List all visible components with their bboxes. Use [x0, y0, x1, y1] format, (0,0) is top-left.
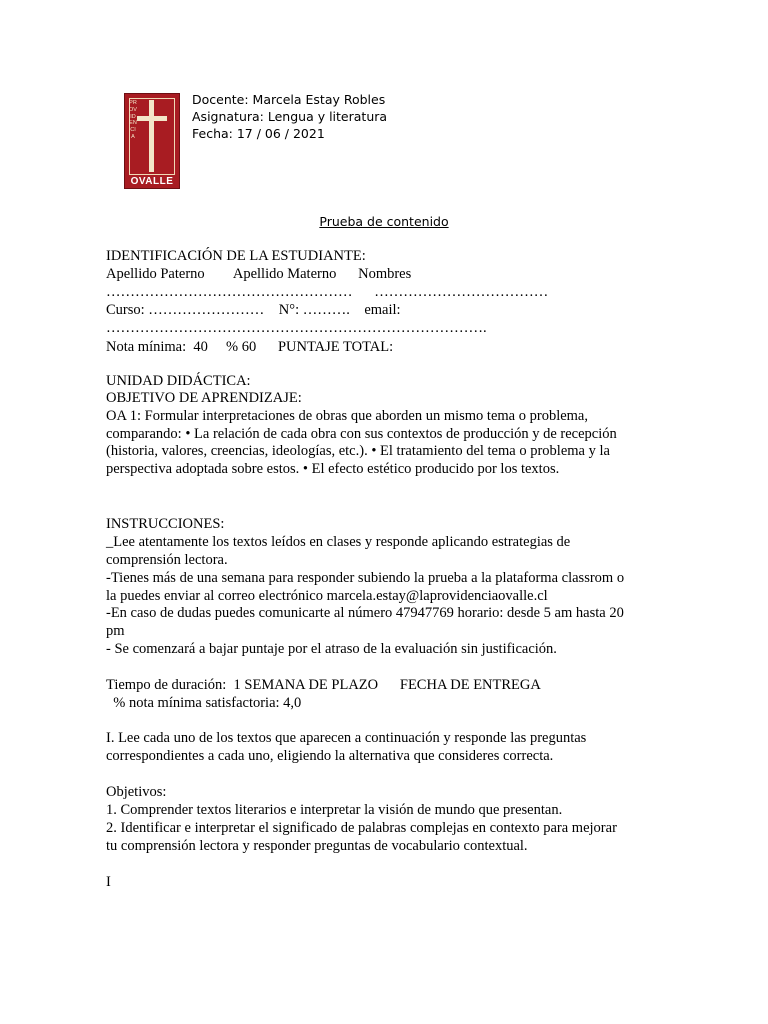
instruction-item: -En caso de dudas puedes comunicarte al número 47947769 horario: desde 5 am hasta 20 pm	[106, 605, 624, 639]
section-marker: I	[106, 874, 111, 890]
objectives-heading: Objetivos:	[106, 784, 167, 800]
teacher-name: Docente: Marcela Estay Robles	[192, 92, 386, 107]
objective-item: 2. Identificar e interpretar el significado de palabras complejas en contexto para mejorar tu comprensión lectora y responder preguntas de vocabulario contextual.	[106, 820, 617, 854]
logo-city: OVALLE	[130, 176, 174, 187]
names-dotted-field: …………………………………………… ………………………………	[106, 284, 549, 300]
cross-icon-bar	[137, 116, 167, 121]
min-grade-row: % nota mínima satisfactoria: 4,0	[106, 695, 302, 711]
subject: Asignatura: Lengua y literatura	[192, 109, 388, 124]
instruction-item: - Se comenzará a bajar puntaje por el atraso de la evaluación sin justificación.	[106, 641, 557, 657]
grade-row: Nota mínima: 40 % 60 PUNTAJE TOTAL:	[106, 339, 394, 355]
names-row: Apellido Paterno Apellido Materno Nombres	[106, 266, 412, 282]
section-instructions: I. Lee cada uno de los textos que aparecen a continuación y responde las preguntas correspondientes a cada uno, eligiendo la alternativa que consideres correcta.	[106, 730, 587, 764]
objective-oa1: OA 1: Formular interpretaciones de obras que aborden un mismo tema o problema, comparando: • La relación de cada obra con sus contextos de producción y de recepción (historia, valores, creencias, ideologías, etc.). • El tratamiento del tema o problema y la perspectiva adoptada sobre estos. • El efecto estético producido por los textos.	[106, 408, 617, 477]
header-info	[192, 91, 387, 142]
school-logo	[124, 93, 180, 189]
duration-row: Tiempo de duración: 1 SEMANA DE PLAZO FECHA DE ENTREGA	[106, 677, 541, 693]
unit-heading: UNIDAD DIDÁCTICA:	[106, 373, 251, 389]
instructions-heading: INSTRUCCIONES:	[106, 516, 225, 532]
cross-icon	[149, 100, 154, 172]
objective-heading: OBJETIVO DE APRENDIZAJE:	[106, 390, 302, 406]
email-dotted-field: …………………………………………………………………….	[106, 320, 487, 336]
instruction-item: _Lee atentamente los textos leídos en clases y responde aplicando estrategias de comprensión lectora.	[106, 534, 571, 568]
course-row: Curso: …………………… N°: ………. email:	[106, 302, 401, 318]
identification-heading: IDENTIFICACIÓN DE LA ESTUDIANTE:	[106, 248, 366, 264]
date: Fecha: 17 / 06 / 2021	[192, 126, 325, 141]
objective-item: 1. Comprender textos literarios e interpretar la visión de mundo que presentan.	[106, 802, 563, 818]
logo-vertical-text: PROVIDENCIA	[129, 100, 137, 140]
instruction-item: -Tienes más de una semana para responder subiendo la prueba a la plataforma classrom o la puedes enviar al correo electrónico marcela.estay@laprovidenciaovalle.cl	[106, 570, 625, 604]
document-title: Prueba de contenido	[319, 214, 449, 229]
